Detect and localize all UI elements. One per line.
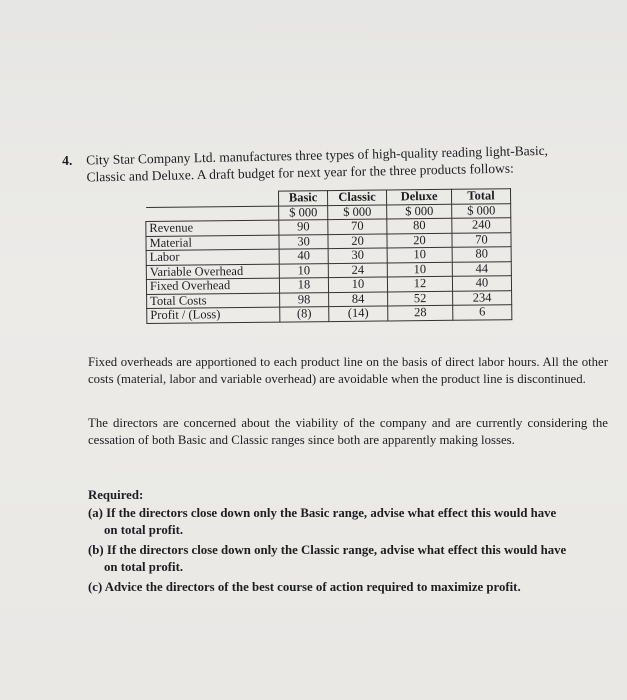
cell-value: 80 [452, 247, 511, 262]
paragraph-fixed-overheads: Fixed overheads are apportioned to each product line on the basis of direct labor hours. All the other costs (material, labor and variable overhead) are avoidable when the product line is discontinued. [88, 355, 608, 386]
cell-value: 30 [328, 248, 387, 263]
cell-value: 18 [279, 278, 328, 293]
question-number: 4. [62, 152, 73, 168]
required-title: Required: [88, 488, 144, 502]
unit-total: $ 000 [452, 203, 511, 218]
cell-value: 10 [387, 262, 452, 277]
item-b-text-continued: on total profit. [104, 560, 184, 574]
item-a-label: (a) [88, 506, 103, 520]
cell-value: (14) [329, 306, 388, 321]
item-a-text-continued: on total profit. [104, 523, 184, 537]
row-label: Total Costs [147, 293, 280, 309]
required-item-a [88, 505, 608, 539]
cell-value: 234 [453, 290, 512, 305]
unit-classic: $ 000 [328, 204, 387, 219]
table-corner-cell [146, 191, 279, 207]
unit-deluxe: $ 000 [387, 204, 452, 219]
cell-value: 240 [452, 218, 511, 233]
cell-value: 20 [328, 233, 387, 248]
cell-value: 28 [388, 305, 453, 320]
row-label: Revenue [146, 220, 279, 236]
item-c-text: Advice the directors of the best course of action required to maximize profit. [104, 580, 521, 594]
cell-value: 6 [453, 305, 512, 320]
budget-table [145, 188, 512, 323]
cell-value: 90 [279, 220, 328, 235]
required-item-c [88, 579, 608, 596]
question-line-1: City Star Company Ltd. manufactures three types of high-quality reading light-Basic, [86, 142, 549, 168]
cell-value: 12 [387, 276, 452, 291]
item-c-label: (c) [88, 580, 103, 594]
row-label: Profit / (Loss) [147, 307, 280, 323]
cell-value: 20 [387, 233, 452, 248]
item-b-text: If the directors close down only the Classic range, advise what effect this would have [106, 543, 567, 557]
cell-value: 40 [279, 249, 328, 264]
cell-value: 98 [280, 292, 329, 307]
column-header-basic: Basic [278, 191, 327, 206]
column-header-total: Total [451, 189, 510, 204]
row-label: Material [146, 235, 279, 251]
unit-basic: $ 000 [279, 205, 328, 220]
row-label: Variable Overhead [146, 264, 279, 280]
cell-value: 70 [452, 232, 511, 247]
cell-value: 44 [452, 261, 511, 276]
item-b-label: (b) [88, 543, 104, 557]
cell-value: 84 [329, 291, 388, 306]
column-header-classic: Classic [327, 190, 386, 205]
question-line-2: Classic and Deluxe. A draft budget for next year for the three products follows: [86, 160, 514, 185]
cell-value: 24 [328, 262, 387, 277]
question-heading [62, 141, 611, 186]
table-unit-blank [146, 206, 279, 222]
cell-value: 10 [279, 263, 328, 278]
cell-value: 70 [328, 219, 387, 234]
required-item-b [88, 542, 608, 576]
row-label: Labor [146, 249, 279, 265]
row-label: Fixed Overhead [146, 278, 279, 294]
cell-value: 40 [452, 276, 511, 291]
cell-value: 80 [387, 218, 452, 233]
cell-value: 52 [388, 291, 453, 306]
cell-value: 10 [328, 277, 387, 292]
column-header-deluxe: Deluxe [386, 189, 451, 204]
item-a-text: If the directors close down only the Basic range, advise what effect this would have [106, 506, 557, 520]
cell-value: 30 [279, 234, 328, 249]
table-row [147, 305, 512, 323]
cell-value: 10 [387, 247, 452, 262]
cell-value: (8) [280, 307, 329, 322]
required-section [88, 487, 608, 596]
paragraph-directors-concern: The directors are concerned about the viability of the company and are currently considering the cessation of both Basic and Classic ranges since both are apparently making losses. [88, 416, 608, 447]
